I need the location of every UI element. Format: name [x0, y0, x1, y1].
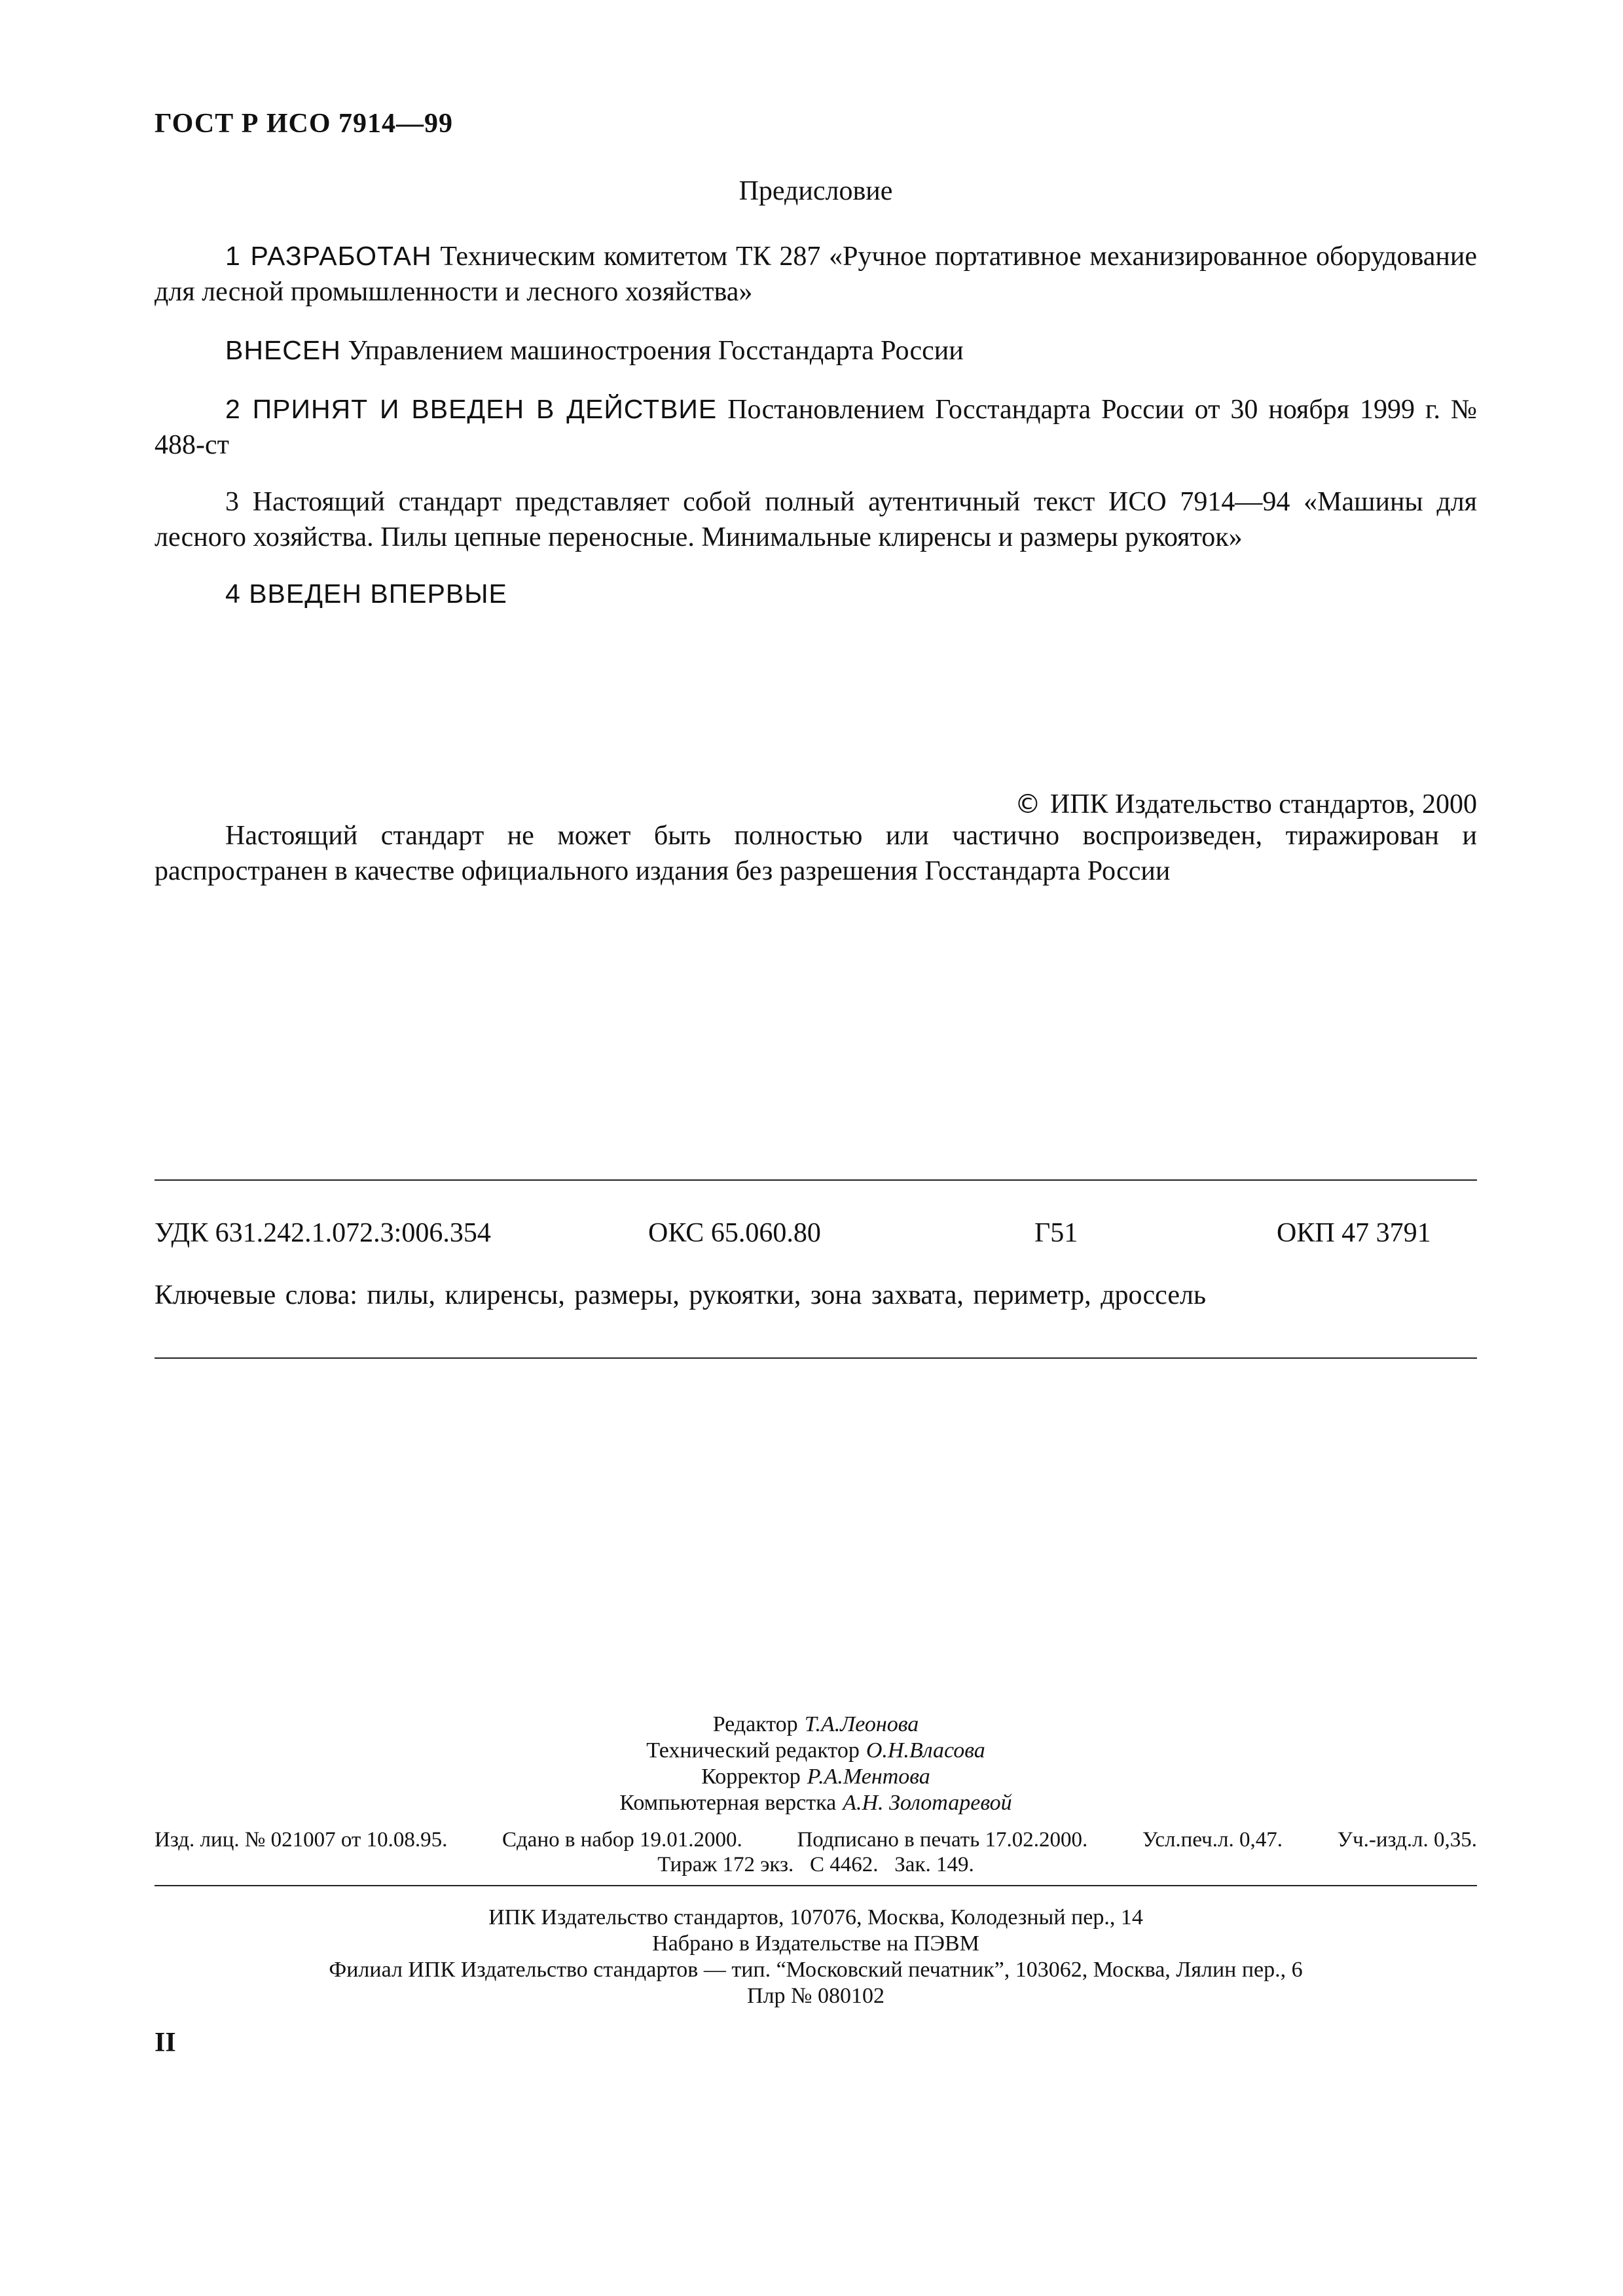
copyright-icon: © — [1014, 789, 1041, 819]
credit-layout-name: А.Н. Золотаревой — [843, 1791, 1012, 1815]
preface-item-1-lead: 1 РАЗРАБОТАН — [225, 241, 432, 271]
copyright-text: ИПК Издательство стандартов, 2000 — [1049, 789, 1477, 819]
printer-line-4: Плр № 080102 — [747, 1984, 884, 2008]
udk-code: УДК 631.242.1.072.3:006.354 — [155, 1218, 491, 1248]
copyright-notice: Настоящий стандарт не может быть полностью или частично воспроизведен, тиражирован и распространен в качестве официального издания без разрешения Госстандарта России — [155, 821, 1477, 886]
publishing-circulation: Тираж 172 экз. — [657, 1853, 794, 1876]
preface-title: Предисловие — [739, 176, 893, 206]
preface-item-4: 4 ВВЕДЕН ВПЕРВЫЕ — [225, 579, 507, 609]
credit-tech-editor — [155, 1738, 1477, 1764]
credit-proofreader-name: Р.А.Ментова — [807, 1765, 930, 1789]
page-number: II — [155, 2028, 176, 2058]
publishing-line-1 — [155, 1827, 1477, 1852]
credit-editor-name: Т.А.Леонова — [804, 1712, 919, 1736]
publishing-info — [155, 1827, 1477, 1877]
document-code: ГОСТ Р ИСО 7914—99 — [155, 109, 454, 139]
publishing-order: Зак. 149. — [894, 1853, 974, 1876]
credit-editor — [155, 1712, 1477, 1738]
preface-item-introduced-text: Управлением машиностроения Госстандарта России — [348, 336, 964, 366]
preface-item-2-lead: 2 ПРИНЯТ И ВВЕДЕН В ДЕЙСТВИЕ — [225, 394, 718, 424]
publishing-pub-sheets: Уч.-изд.л. 0,35. — [1337, 1828, 1477, 1852]
preface-item-1-text: Техническим комитетом ТК 287 «Ручное портативное механизированное оборудование для лесной промышленности и лесного хозяйства» — [155, 242, 1477, 307]
publishing-signed: Подписано в печать 17.02.2000. — [797, 1828, 1088, 1852]
credit-tech-editor-name: О.Н.Власова — [866, 1738, 985, 1763]
publishing-c-code: С 4462. — [810, 1853, 879, 1876]
credit-proofreader — [155, 1764, 1477, 1790]
printer-line-3: Филиал ИПК Издательство стандартов — тип. “Московский печатник”, 103062, Москва, Лялин пер., 6 — [329, 1958, 1303, 1982]
credit-editor-role: Редактор — [712, 1712, 798, 1736]
preface-item-3: 3 Настоящий стандарт представляет собой полный аутентичный текст ИСО 7914—94 «Машины для лесного хозяйства. Пилы цепные переносные. Минимальные клиренсы и размеры рукояток» — [155, 487, 1477, 552]
printer-line-2: Набрано в Издательстве на ПЭВМ — [652, 1931, 979, 1956]
group-code: Г51 — [1034, 1218, 1078, 1248]
publishing-print-sheets: Усл.печ.л. 0,47. — [1142, 1828, 1283, 1852]
publishing-line-2 — [155, 1852, 1477, 1877]
printer-line-1: ИПК Издательство стандартов, 107076, Москва, Колодезный пер., 14 — [488, 1905, 1143, 1929]
divider-bottom — [155, 1885, 1477, 1886]
preface-item-1 — [155, 238, 1477, 310]
preface-item-introduced — [155, 332, 1477, 368]
preface-item-introduced-lead: ВНЕСЕН — [225, 335, 341, 365]
divider-middle — [155, 1357, 1477, 1359]
printer-info — [155, 1905, 1477, 2009]
credit-tech-editor-role: Технический редактор — [646, 1738, 860, 1763]
publishing-license: Изд. лиц. № 021007 от 10.08.95. — [155, 1828, 448, 1852]
credit-layout-role: Компьютерная верстка — [619, 1791, 837, 1815]
preface-item-2 — [155, 391, 1477, 463]
oks-code: ОКС 65.060.80 — [648, 1218, 821, 1248]
preface-item-2-text: Постановлением Госстандарта России от 30 ноября 1999 г. № 488-ст — [155, 395, 1477, 460]
credits-block — [155, 1712, 1477, 1816]
copyright-line — [155, 789, 1477, 820]
keywords: Ключевые слова: пилы, клиренсы, размеры, рукоятки, зона захвата, периметр, дроссель — [155, 1280, 1207, 1310]
credit-layout — [155, 1790, 1477, 1816]
credit-proofreader-role: Корректор — [701, 1765, 801, 1789]
publishing-typeset: Сдано в набор 19.01.2000. — [502, 1828, 742, 1852]
okp-code: ОКП 47 3791 — [1277, 1218, 1431, 1248]
divider-top — [155, 1179, 1477, 1181]
